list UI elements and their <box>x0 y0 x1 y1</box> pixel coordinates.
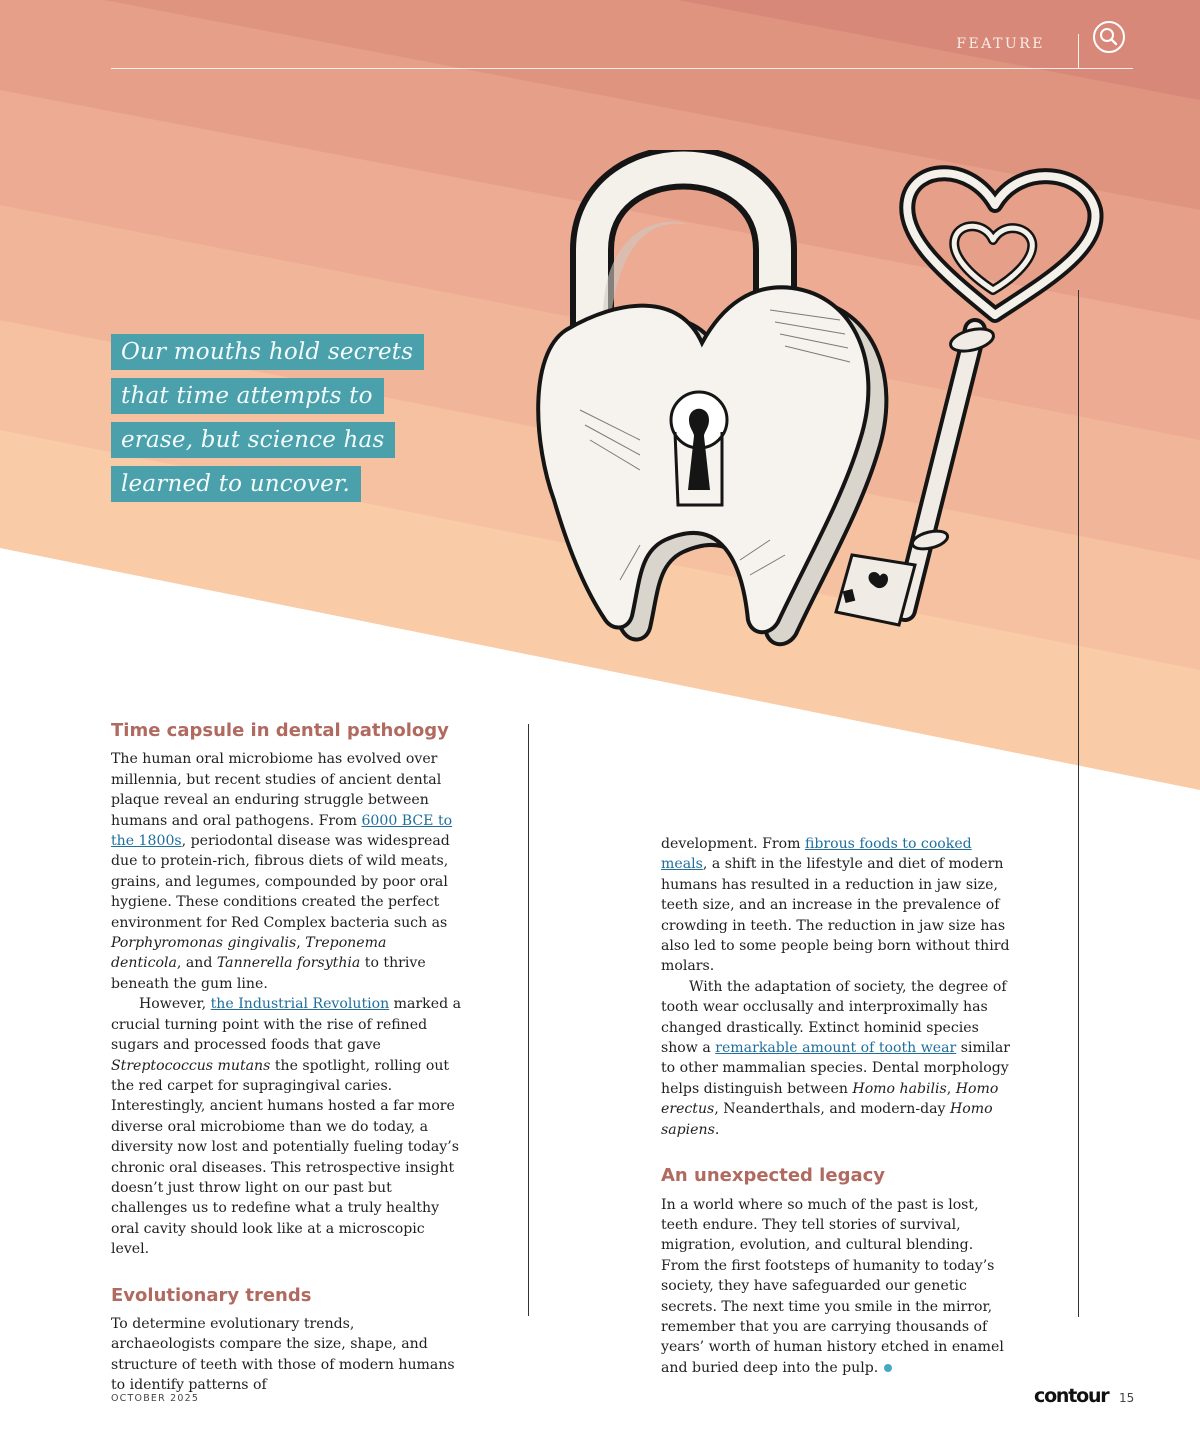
search-button[interactable] <box>1093 21 1125 53</box>
text-run: , periodontal disease was widespread due to protein-rich, fibrous diets of wild meats, grains, and legumes, compounded by poor oral hygiene. These conditions created the perfect environment for Red Complex bacteria such as <box>111 833 450 931</box>
body-paragraph: To determine evolutionary trends, archaeologists compare the size, shape, and structure of teeth with those of modern humans to identify patterns of <box>111 1315 455 1394</box>
search-icon <box>1095 23 1123 51</box>
link-fibrous-foods[interactable]: fibrous foods to cooked meals <box>661 836 972 873</box>
species-name: Homo habilis <box>852 1080 947 1097</box>
text-run: , <box>296 935 306 952</box>
body-paragraph <box>111 994 461 1259</box>
text-run: , Neanderthals, and modern-day <box>714 1101 950 1118</box>
tooth-padlock <box>538 168 886 645</box>
header-divider <box>1078 34 1079 68</box>
text-run: In a world where so much of the past is lost, teeth endure. They tell stories of survival, migration, evolution, and cultural blending. From the first footsteps of humanity to today’s society, they have safeguarded our genetic secrets. The next time you smile in the mirror, remember that you are carrying thousands of years’ worth of human history etched in enamel and buried deep into the pulp. <box>661 1196 1004 1376</box>
section-label: FEATURE <box>956 36 1045 52</box>
text-run: marked a crucial turning point with the rise of refined sugars and processed foods that gave <box>111 996 461 1054</box>
link-6000-bce[interactable]: 6000 BCE to the 1800s <box>111 812 453 850</box>
body-paragraph <box>661 977 1011 1140</box>
section-heading: Time capsule in dental pathology <box>111 720 449 741</box>
end-mark-icon <box>884 1364 892 1372</box>
link-tooth-wear[interactable]: remarkable amount of tooth wear <box>715 1040 957 1057</box>
species-name: Streptococcus mutans <box>111 1057 271 1074</box>
body-paragraph <box>111 749 461 994</box>
pull-quote-line: erase, but science has <box>111 422 395 458</box>
section-heading: An unexpected legacy <box>661 1165 885 1187</box>
text-run: However, <box>139 996 211 1013</box>
pull-quote-line: learned to uncover. <box>111 466 361 502</box>
body-paragraph <box>661 1195 1011 1379</box>
pull-quote <box>111 334 451 510</box>
text-run: The human oral microbiome has evolved over millennia, but recent studies of ancient dental plaque reveal an enduring struggle between humans and oral pathogens. From <box>111 751 442 829</box>
text-run: With the adaptation of society, the degree of tooth wear occlusally and interproximally has changed drastically. Extinct hominid species show a <box>661 978 1007 1057</box>
page-number: 15 <box>1119 1391 1135 1405</box>
text-run: to thrive beneath the gum line. <box>111 955 426 992</box>
species-name: Homo erectus <box>661 1080 999 1118</box>
text-run: similar to other mammalian species. Dental morphology helps distinguish between <box>661 1040 1010 1097</box>
body-paragraph <box>661 834 1011 977</box>
issue-date: OCTOBER 2025 <box>111 1393 200 1404</box>
lock-and-key-illustration <box>530 150 1110 650</box>
text-run: the spotlight, rolling out the red carpet for supragingival caries. Interestingly, ancient humans hosted a far more diverse oral microbiome than we do today, a diversity now lost and potentially fueling today’s chronic oral diseases. This retrospective insight doesn’t just throw light on our past but challenges us to redefine what a truly healthy oral cavity should look like at a microscopic level. <box>111 1057 459 1258</box>
text-run: , and <box>176 955 217 972</box>
article-column-right <box>661 834 1011 1378</box>
column-divider <box>1078 290 1079 1317</box>
text-run: , a shift in the lifestyle and diet of modern humans has resulted in a reduction in jaw size, teeth size, and an increase in the prevalence of crowding in teeth. The reduction in jaw size has also led to some people being born without third molars. <box>661 856 1010 975</box>
species-name: Porphyromonas gingivalis <box>111 935 297 952</box>
magazine-logo: contour <box>1034 1385 1109 1407</box>
text-run: . <box>714 1121 720 1138</box>
column-divider <box>528 724 529 1316</box>
species-name: Tannerella forsythia <box>216 955 361 972</box>
text-run: , <box>946 1080 956 1097</box>
pull-quote-line: Our mouths hold secrets <box>111 334 424 370</box>
section-heading: Evolutionary trends <box>111 1284 312 1306</box>
article-column-left <box>111 721 461 1396</box>
species-name: Homo sapiens <box>661 1101 993 1138</box>
text-run: development. From <box>661 836 805 852</box>
species-name: Treponema denticola <box>111 935 387 972</box>
link-industrial-revolution[interactable]: the Industrial Revolution <box>210 996 390 1013</box>
pull-quote-line: that time attempts to <box>111 378 384 414</box>
page-header <box>111 0 1133 69</box>
